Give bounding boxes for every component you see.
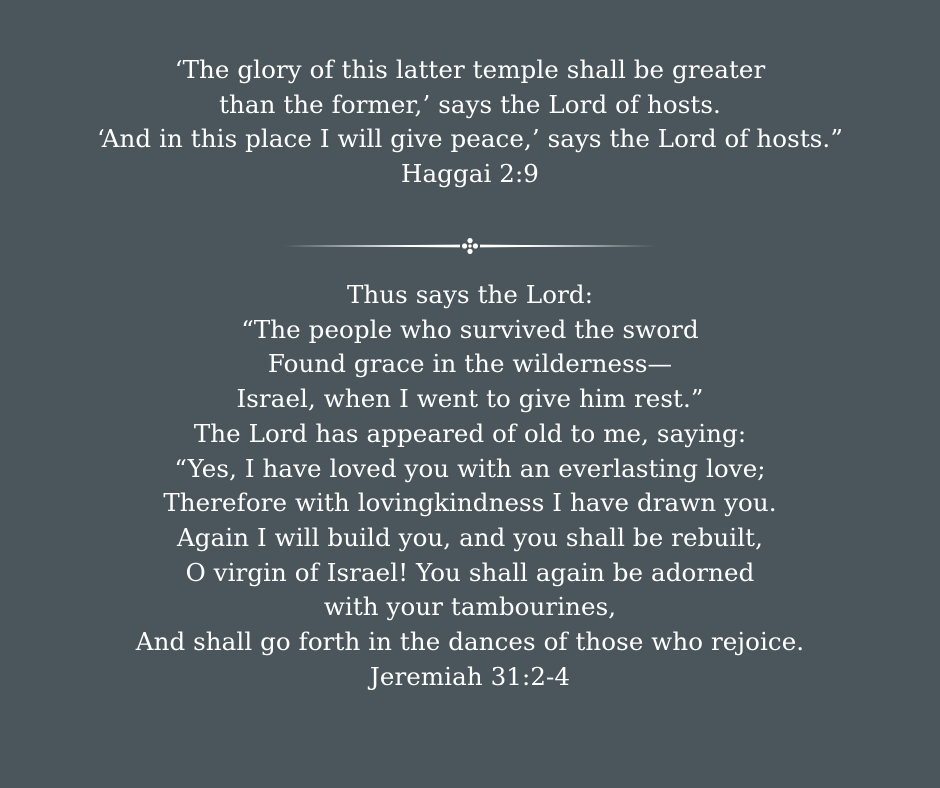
haggai-passage	[0, 53, 940, 191]
fleuron-icon	[462, 238, 478, 254]
ornamental-divider	[284, 236, 656, 256]
verse-reference: Haggai 2:9	[401, 158, 539, 188]
divider-left-rule	[284, 245, 460, 248]
jeremiah-passage	[0, 278, 940, 694]
verse-line: Again I will build you, and you shall be rebuilt,	[177, 522, 763, 552]
verse-line: The Lord has appeared of old to me, saying:	[193, 418, 747, 448]
verse-line: Therefore with lovingkindness I have drawn you.	[163, 488, 777, 518]
verse-line: ‘The glory of this latter temple shall be greater	[174, 55, 766, 84]
verse-line: Thus says the Lord:	[346, 280, 594, 309]
verse-reference: Jeremiah 31:2-4	[369, 661, 571, 691]
verse-line: “The people who survived the sword	[241, 314, 699, 344]
divider-right-rule	[480, 245, 656, 248]
verse-line: ‘And in this place I will give peace,’ says the Lord of hosts.”	[97, 124, 843, 153]
verse-line: Found grace in the wilderness—	[267, 349, 673, 379]
verse-line: O virgin of Israel! You shall again be adorned	[185, 557, 755, 587]
verse-line: with your tambourines,	[323, 592, 617, 622]
verse-line: Israel, when I went to give him rest.”	[236, 384, 704, 414]
verse-line: “Yes, I have loved you with an everlasting love;	[174, 453, 766, 483]
verse-line: And shall go forth in the dances of those who rejoice.	[135, 627, 805, 657]
verse-line: than the former,’ says the Lord of hosts.	[219, 89, 721, 119]
